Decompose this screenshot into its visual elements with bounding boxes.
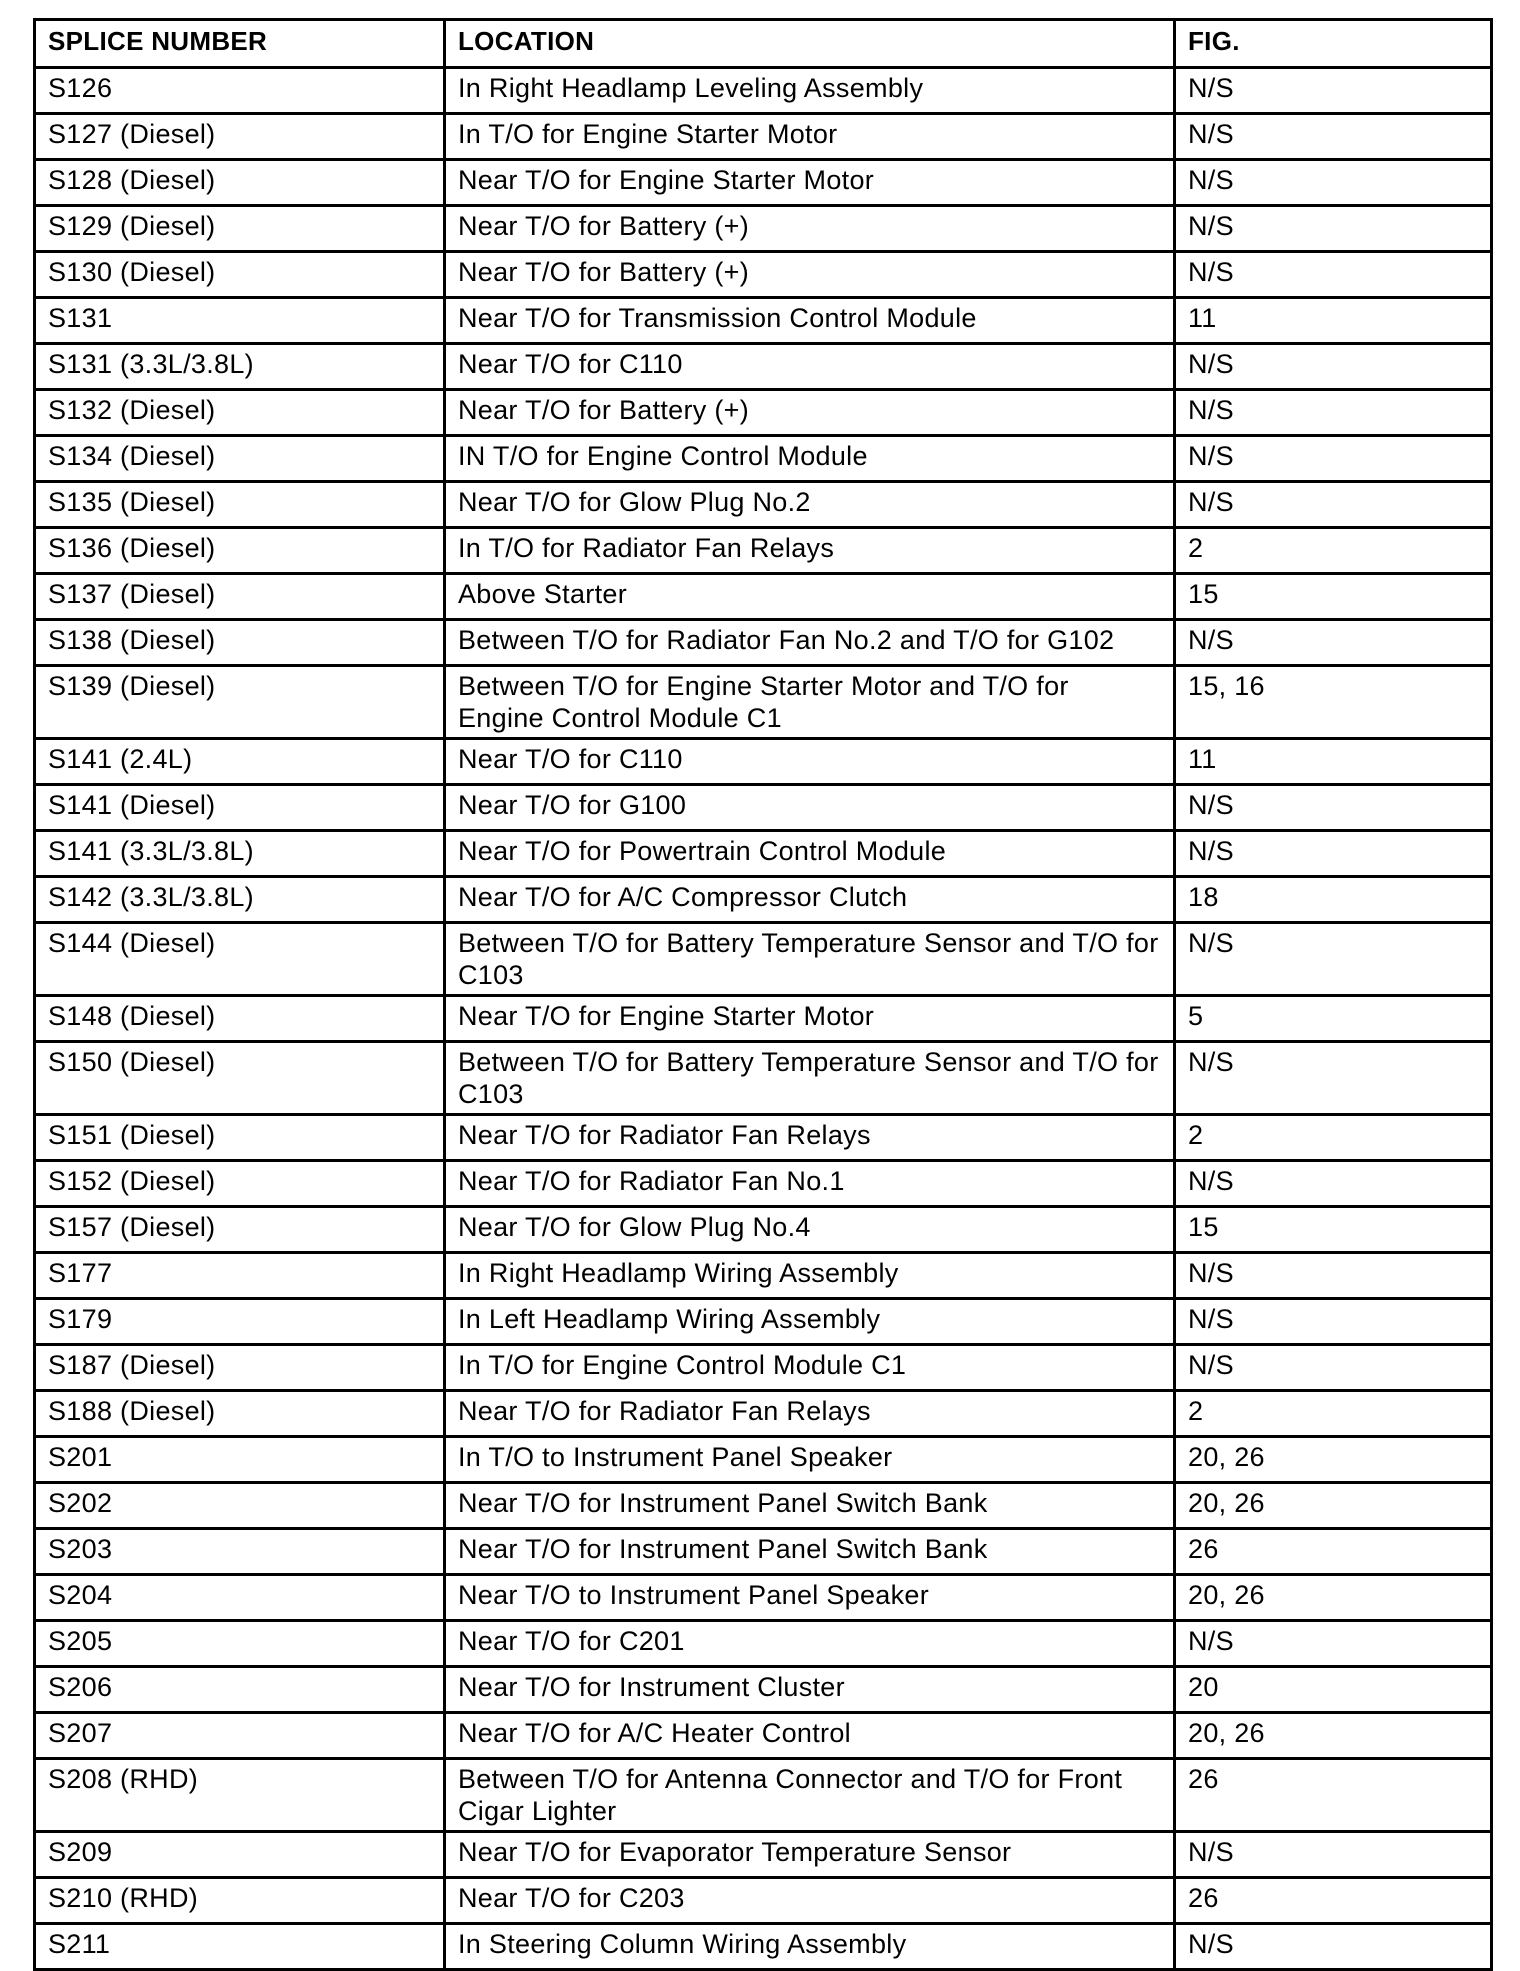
splice-number-cell: S148 (Diesel): [35, 996, 445, 1042]
table-row: [35, 344, 1492, 390]
table-row: [35, 390, 1492, 436]
table-row: [35, 436, 1492, 482]
table-row: [35, 1391, 1492, 1437]
fig-cell: 20: [1175, 1667, 1492, 1713]
table-row: [35, 482, 1492, 528]
table-row: [35, 298, 1492, 344]
splice-table: [33, 18, 1493, 1971]
table-row: [35, 1115, 1492, 1161]
column-header-fig: FIG.: [1175, 20, 1492, 68]
table-row: [35, 1042, 1492, 1115]
table-row: [35, 1759, 1492, 1832]
splice-number-cell: S141 (2.4L): [35, 739, 445, 785]
fig-cell: N/S: [1175, 114, 1492, 160]
splice-number-cell: S128 (Diesel): [35, 160, 445, 206]
splice-number-cell: S151 (Diesel): [35, 1115, 445, 1161]
fig-cell: N/S: [1175, 1042, 1492, 1115]
table-row: [35, 1483, 1492, 1529]
table-row: [35, 785, 1492, 831]
table-row: [35, 877, 1492, 923]
location-cell: Near T/O for Glow Plug No.2: [445, 482, 1175, 528]
fig-cell: N/S: [1175, 390, 1492, 436]
fig-cell: N/S: [1175, 252, 1492, 298]
fig-cell: N/S: [1175, 482, 1492, 528]
table-row: [35, 1924, 1492, 1970]
table-row: [35, 1667, 1492, 1713]
splice-table-page: [33, 18, 1490, 1971]
table-row: [35, 831, 1492, 877]
fig-cell: 15: [1175, 574, 1492, 620]
location-cell: Near T/O for Powertrain Control Module: [445, 831, 1175, 877]
location-cell: Near T/O for C110: [445, 344, 1175, 390]
location-cell: Between T/O for Radiator Fan No.2 and T/O for G102: [445, 620, 1175, 666]
fig-cell: N/S: [1175, 160, 1492, 206]
splice-number-cell: S136 (Diesel): [35, 528, 445, 574]
location-cell: Near T/O for A/C Compressor Clutch: [445, 877, 1175, 923]
splice-number-cell: S207: [35, 1713, 445, 1759]
table-row: [35, 923, 1492, 996]
splice-number-cell: S130 (Diesel): [35, 252, 445, 298]
table-row: [35, 1161, 1492, 1207]
splice-number-cell: S141 (3.3L/3.8L): [35, 831, 445, 877]
location-cell: In Right Headlamp Leveling Assembly: [445, 68, 1175, 114]
splice-number-cell: S204: [35, 1575, 445, 1621]
location-cell: Near T/O for Instrument Panel Switch Bank: [445, 1529, 1175, 1575]
splice-number-cell: S211: [35, 1924, 445, 1970]
fig-cell: N/S: [1175, 1924, 1492, 1970]
table-row: [35, 528, 1492, 574]
splice-number-cell: S137 (Diesel): [35, 574, 445, 620]
location-cell: Between T/O for Battery Temperature Sensor and T/O for C103: [445, 1042, 1175, 1115]
table-row: [35, 996, 1492, 1042]
fig-cell: N/S: [1175, 344, 1492, 390]
fig-cell: 15: [1175, 1207, 1492, 1253]
location-cell: Near T/O for C201: [445, 1621, 1175, 1667]
header-row: [35, 20, 1492, 68]
splice-number-cell: S141 (Diesel): [35, 785, 445, 831]
fig-cell: N/S: [1175, 785, 1492, 831]
splice-number-cell: S157 (Diesel): [35, 1207, 445, 1253]
table-row: [35, 620, 1492, 666]
location-cell: In Right Headlamp Wiring Assembly: [445, 1253, 1175, 1299]
splice-number-cell: S138 (Diesel): [35, 620, 445, 666]
fig-cell: 15, 16: [1175, 666, 1492, 739]
table-row: [35, 252, 1492, 298]
table-row: [35, 1529, 1492, 1575]
splice-number-cell: S132 (Diesel): [35, 390, 445, 436]
fig-cell: N/S: [1175, 1345, 1492, 1391]
fig-cell: 11: [1175, 298, 1492, 344]
splice-number-cell: S127 (Diesel): [35, 114, 445, 160]
fig-cell: 26: [1175, 1529, 1492, 1575]
location-cell: Near T/O for Instrument Cluster: [445, 1667, 1175, 1713]
fig-cell: 2: [1175, 1115, 1492, 1161]
location-cell: Near T/O for Engine Starter Motor: [445, 160, 1175, 206]
splice-number-cell: S206: [35, 1667, 445, 1713]
location-cell: Near T/O for Battery (+): [445, 390, 1175, 436]
fig-cell: 11: [1175, 739, 1492, 785]
fig-cell: 20, 26: [1175, 1575, 1492, 1621]
location-cell: Near T/O for Evaporator Temperature Sensor: [445, 1832, 1175, 1878]
splice-number-cell: S144 (Diesel): [35, 923, 445, 996]
location-cell: Near T/O for C110: [445, 739, 1175, 785]
table-row: [35, 206, 1492, 252]
splice-number-cell: S179: [35, 1299, 445, 1345]
fig-cell: N/S: [1175, 68, 1492, 114]
location-cell: Near T/O to Instrument Panel Speaker: [445, 1575, 1175, 1621]
table-row: [35, 1207, 1492, 1253]
table-row: [35, 739, 1492, 785]
location-cell: Near T/O for Glow Plug No.4: [445, 1207, 1175, 1253]
splice-number-cell: S203: [35, 1529, 445, 1575]
splice-number-cell: S188 (Diesel): [35, 1391, 445, 1437]
location-cell: Above Starter: [445, 574, 1175, 620]
splice-number-cell: S131: [35, 298, 445, 344]
fig-cell: 2: [1175, 1391, 1492, 1437]
fig-cell: 20, 26: [1175, 1713, 1492, 1759]
fig-cell: 5: [1175, 996, 1492, 1042]
table-body: [35, 68, 1492, 1970]
fig-cell: 2: [1175, 528, 1492, 574]
fig-cell: N/S: [1175, 1299, 1492, 1345]
splice-number-cell: S150 (Diesel): [35, 1042, 445, 1115]
fig-cell: N/S: [1175, 831, 1492, 877]
splice-number-cell: S209: [35, 1832, 445, 1878]
location-cell: Between T/O for Antenna Connector and T/O for Front Cigar Lighter: [445, 1759, 1175, 1832]
table-row: [35, 1575, 1492, 1621]
fig-cell: N/S: [1175, 1621, 1492, 1667]
fig-cell: N/S: [1175, 1253, 1492, 1299]
splice-number-cell: S187 (Diesel): [35, 1345, 445, 1391]
location-cell: Near T/O for Radiator Fan Relays: [445, 1391, 1175, 1437]
splice-number-cell: S152 (Diesel): [35, 1161, 445, 1207]
fig-cell: N/S: [1175, 620, 1492, 666]
table-header: [35, 20, 1492, 68]
fig-cell: 20, 26: [1175, 1483, 1492, 1529]
table-row: [35, 1437, 1492, 1483]
splice-number-cell: S139 (Diesel): [35, 666, 445, 739]
location-cell: Near T/O for Battery (+): [445, 206, 1175, 252]
table-row: [35, 68, 1492, 114]
splice-number-cell: S202: [35, 1483, 445, 1529]
splice-number-cell: S201: [35, 1437, 445, 1483]
location-cell: Near T/O for A/C Heater Control: [445, 1713, 1175, 1759]
table-row: [35, 666, 1492, 739]
table-row: [35, 1713, 1492, 1759]
splice-number-cell: S134 (Diesel): [35, 436, 445, 482]
splice-number-cell: S208 (RHD): [35, 1759, 445, 1832]
fig-cell: N/S: [1175, 436, 1492, 482]
table-row: [35, 1253, 1492, 1299]
location-cell: Near T/O for Radiator Fan No.1: [445, 1161, 1175, 1207]
location-cell: In T/O for Engine Control Module C1: [445, 1345, 1175, 1391]
location-cell: Between T/O for Engine Starter Motor and T/O for Engine Control Module C1: [445, 666, 1175, 739]
fig-cell: N/S: [1175, 1832, 1492, 1878]
splice-number-cell: S205: [35, 1621, 445, 1667]
location-cell: Near T/O for Radiator Fan Relays: [445, 1115, 1175, 1161]
location-cell: In T/O to Instrument Panel Speaker: [445, 1437, 1175, 1483]
splice-number-cell: S142 (3.3L/3.8L): [35, 877, 445, 923]
location-cell: Near T/O for Battery (+): [445, 252, 1175, 298]
splice-number-cell: S131 (3.3L/3.8L): [35, 344, 445, 390]
location-cell: Near T/O for G100: [445, 785, 1175, 831]
table-row: [35, 114, 1492, 160]
splice-number-cell: S177: [35, 1253, 445, 1299]
fig-cell: N/S: [1175, 923, 1492, 996]
splice-number-cell: S126: [35, 68, 445, 114]
table-row: [35, 160, 1492, 206]
location-cell: Near T/O for Transmission Control Module: [445, 298, 1175, 344]
fig-cell: N/S: [1175, 206, 1492, 252]
location-cell: Near T/O for Engine Starter Motor: [445, 996, 1175, 1042]
table-row: [35, 574, 1492, 620]
splice-number-cell: S210 (RHD): [35, 1878, 445, 1924]
location-cell: Between T/O for Battery Temperature Sensor and T/O for C103: [445, 923, 1175, 996]
table-row: [35, 1345, 1492, 1391]
table-row: [35, 1621, 1492, 1667]
location-cell: In Steering Column Wiring Assembly: [445, 1924, 1175, 1970]
location-cell: In T/O for Engine Starter Motor: [445, 114, 1175, 160]
splice-number-cell: S129 (Diesel): [35, 206, 445, 252]
fig-cell: N/S: [1175, 1161, 1492, 1207]
table-row: [35, 1878, 1492, 1924]
location-cell: IN T/O for Engine Control Module: [445, 436, 1175, 482]
location-cell: Near T/O for C203: [445, 1878, 1175, 1924]
fig-cell: 26: [1175, 1759, 1492, 1832]
splice-number-cell: S135 (Diesel): [35, 482, 445, 528]
fig-cell: 26: [1175, 1878, 1492, 1924]
fig-cell: 18: [1175, 877, 1492, 923]
column-header-splice-number: SPLICE NUMBER: [35, 20, 445, 68]
table-row: [35, 1299, 1492, 1345]
table-row: [35, 1832, 1492, 1878]
location-cell: In T/O for Radiator Fan Relays: [445, 528, 1175, 574]
location-cell: Near T/O for Instrument Panel Switch Bank: [445, 1483, 1175, 1529]
column-header-location: LOCATION: [445, 20, 1175, 68]
location-cell: In Left Headlamp Wiring Assembly: [445, 1299, 1175, 1345]
fig-cell: 20, 26: [1175, 1437, 1492, 1483]
